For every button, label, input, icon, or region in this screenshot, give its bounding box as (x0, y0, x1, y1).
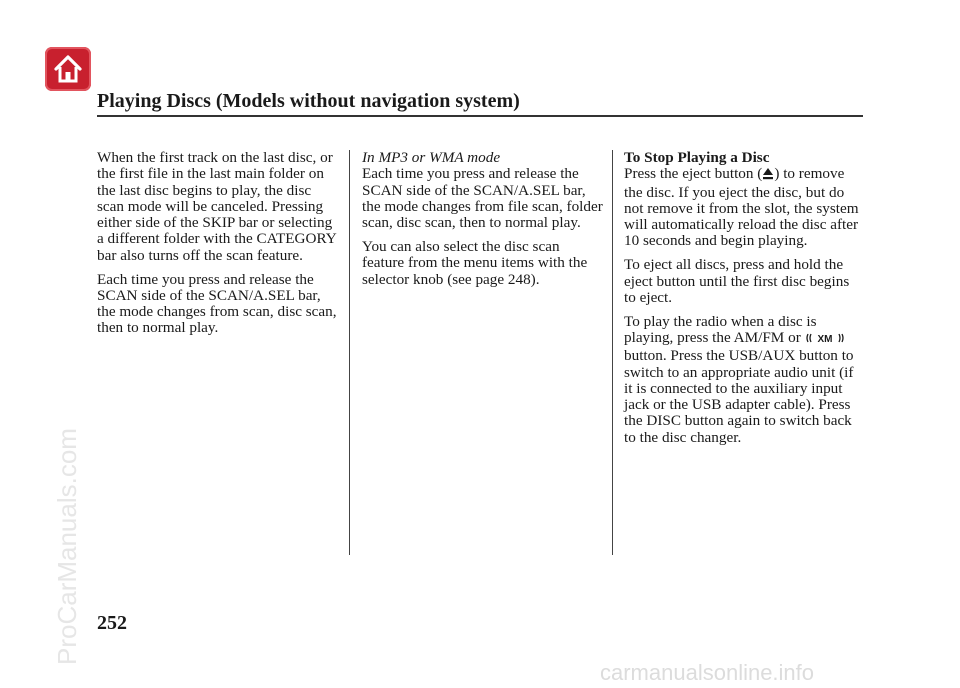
paragraph: When the first track on the last disc, or the first file in the last main folder on the last disc begins to play, the disc scan mode will be canceled. Pressing either side of the SKIP bar or selecting a different folder with the CATEGORY bar also turns off the scan feature. (97, 149, 337, 264)
home-icon (53, 54, 83, 84)
section-heading: To Stop Playing a Disc (624, 149, 770, 166)
watermark-side: ProCarManuals.com (52, 428, 82, 665)
text-fragment: Press the eject button ( (624, 165, 763, 183)
paragraph: You can also select the disc scan feature from the menu items with the selector knob (see page 248). (362, 237, 588, 288)
xm-radio-icon (805, 332, 845, 348)
paragraph: Each time you press and release the SCAN side of the SCAN/A.SEL bar, the mode changes from scan, disc scan, then to normal play. (97, 270, 337, 337)
paragraph: Each time you press and release the SCAN side of the SCAN/A.SEL bar, the mode changes from file scan, folder scan, disc scan, then to normal play. (362, 165, 603, 232)
column-1 (97, 150, 339, 344)
text-fragment: To play the radio when a disc is playing, press the AM/FM or (624, 312, 817, 346)
column-3 (624, 150, 864, 454)
text-fragment: button. Press the USB/AUX button to switch to an appropriate audio unit (if it is connected to the auxiliary input jack or the USB adapter cable). Press the DISC button again to switch back to the disc changer. (624, 347, 854, 446)
paragraph: To eject all discs, press and hold the eject button until the first disc begins to eject. (624, 256, 850, 306)
page-title: Playing Discs (Models without navigation system) (97, 90, 520, 112)
paragraph (624, 314, 864, 446)
text-fragment: ) to remove the disc. If you eject the disc, but do not remove it from the slot, the system will automatically reload the disc after 10 seconds and begin playing. (624, 165, 859, 250)
svg-text:XM: XM (817, 333, 833, 344)
subheading: In MP3 or WMA mode (362, 149, 501, 166)
watermark-bottom: carmanualsonline.info (600, 660, 815, 685)
column-2 (362, 150, 604, 295)
home-button[interactable] (45, 47, 91, 91)
column-divider (349, 150, 350, 555)
page-number: 252 (97, 612, 127, 634)
header-divider (97, 115, 863, 117)
eject-icon (762, 167, 774, 184)
column-divider (612, 150, 613, 555)
paragraph (624, 166, 864, 249)
